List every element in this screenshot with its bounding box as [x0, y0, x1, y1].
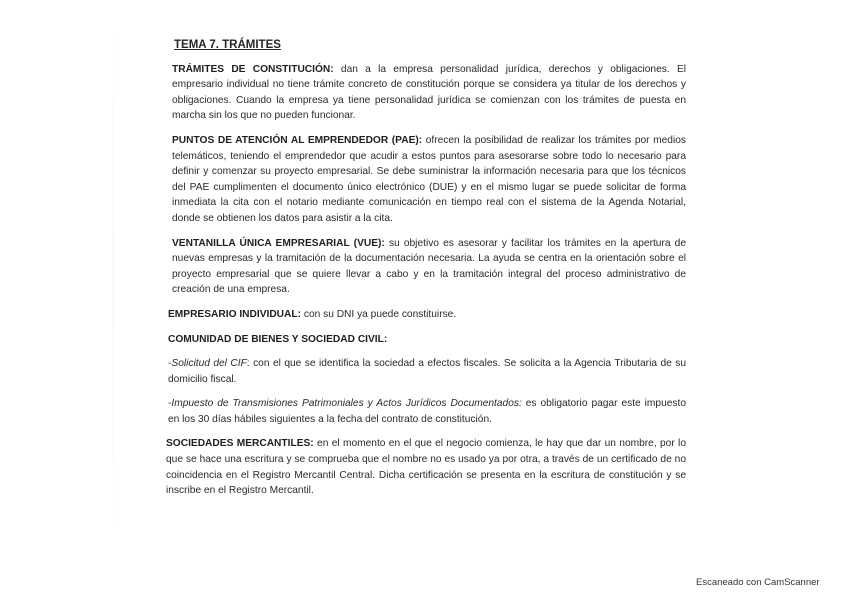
document-title: TEMA 7. TRÁMITES [174, 39, 281, 51]
section-vue [166, 236, 686, 298]
section-text: es obligatorio pagar este impuesto en los 30 días hábiles siguientes a la fecha del contrato de constitución. [168, 398, 686, 425]
section-text: su objetivo es asesorar y facilitar los trámites en la apertura de nuevas empresas y la tramitación de la documentación necesaria. La ayuda se centra en la orientación sobre el proyecto empresarial que se quiere llevar a cabo y en la tramitación integral del proceso administrativo de creación de una empresa. [172, 237, 686, 296]
section-tramites-constitucion [166, 62, 686, 124]
section-text: con su DNI ya puede constituirse. [301, 308, 457, 320]
section-heading: COMUNIDAD DE BIENES Y SOCIEDAD CIVIL: [168, 333, 388, 345]
section-text: ofrecen la posibilidad de realizar los trámites por medios telemáticos, teniendo el emprendedor que acudir a estos puntos para asesorarse sobre todo lo necesario para definir y comenzar su proyecto empresarial. Se debe suministrar la información necesaria para que los técnicos del PAE cumplimenten el documento único electrónico (DUE) y en el mismo lugar se puede solicitar de forma inmediata la cita con el notario mediante comunicación en tiempo real con el sistema de la Agenda Notarial, donde se obtienen los datos para asistir a la cita. [172, 134, 686, 224]
section-heading: TRÁMITES DE CONSTITUCIÓN: [172, 63, 334, 75]
section-heading: EMPRESARIO INDIVIDUAL: [168, 308, 302, 320]
section-pae [166, 133, 686, 227]
section-italic-lead: -Impuesto de Transmisiones Patrimoniales y Actos Jurídicos Documentados: [168, 398, 522, 410]
section-solicitud-cif [166, 356, 686, 387]
scan-edge-shadow [112, 20, 114, 540]
section-heading: VENTANILLA ÚNICA EMPRESARIAL (VUE): [172, 237, 385, 249]
section-comunidad-bienes [166, 332, 686, 348]
section-text: : con el que se identifica la sociedad a efectos fiscales. Se solicita a la Agencia Tributaria de su domicilio fiscal. [168, 358, 686, 385]
section-impuesto-itpajd [166, 396, 686, 427]
section-text: en el momento en el que el negocio comienza, le hay que dar un nombre, por lo que se hace una escritura y se comprueba que el nombre no es usado ya por otra, a través de un certificado de no coincidencia en el Registro Mercantil Central. Dicha certificación se presenta en la escritura de constitución y se inscribe en el Registro Mercantil. [166, 438, 686, 497]
section-italic-lead: -Solicitud del CIF [168, 358, 247, 370]
section-text: dan a la empresa personalidad jurídica, derechos y obligaciones. El empresario individual no tiene trámite concreto de constitución porque se considera ya titular de los derechos y obligaciones. Cuando la empresa ya tiene personalidad jurídica se comienzan con los trámites de puesta en marcha sin los que no pueden funcionar. [172, 63, 687, 122]
document-body [166, 38, 686, 508]
section-heading: SOCIEDADES MERCANTILES: [166, 438, 314, 450]
section-sociedades-mercantiles [166, 436, 686, 498]
section-heading: PUNTOS DE ATENCIÓN AL EMPRENDEDOR (PAE): [172, 134, 423, 146]
section-empresario-individual [166, 307, 686, 323]
camscanner-watermark: Escaneado con CamScanner [696, 577, 820, 588]
